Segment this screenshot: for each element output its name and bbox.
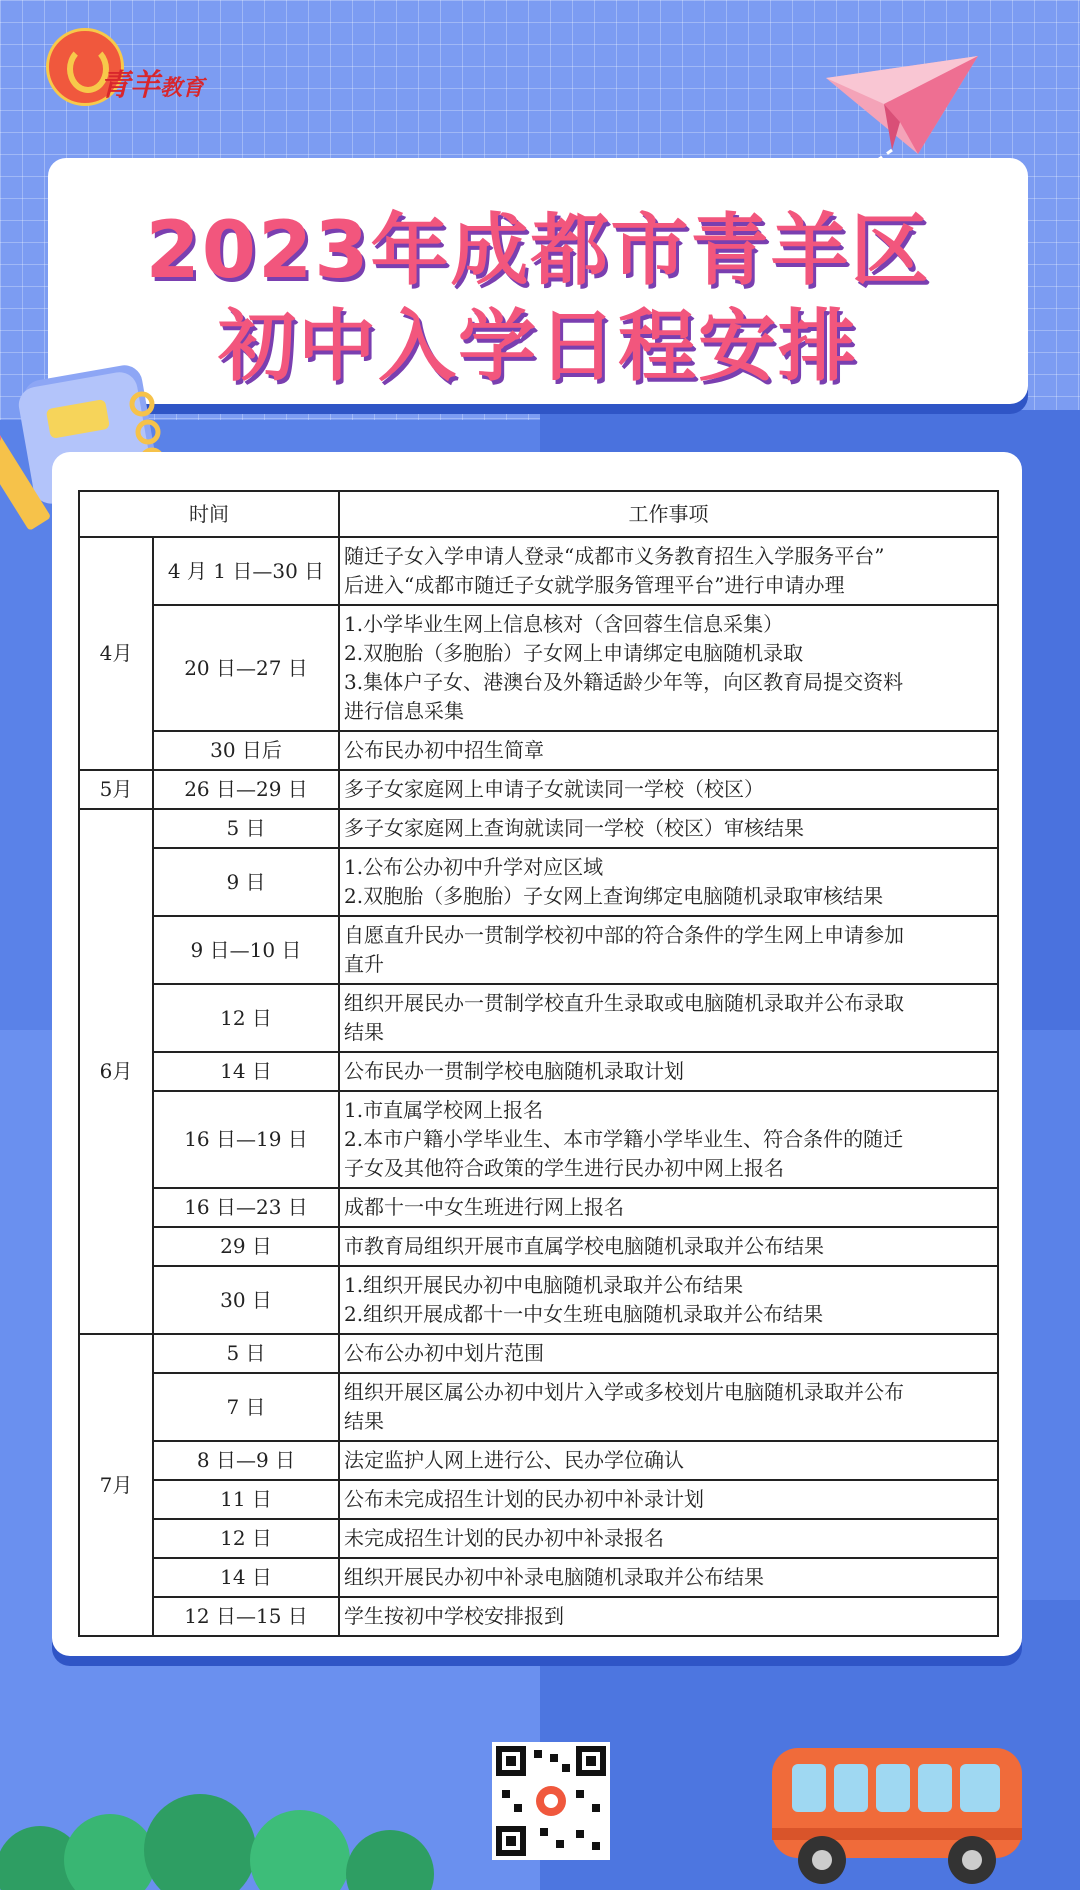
table-row: [79, 1519, 998, 1558]
item-cell: [339, 1373, 998, 1441]
schedule-table: [78, 490, 999, 1637]
item-cell: [339, 1266, 998, 1334]
item-line: 组织开展民办一贯制学校直升生录取或电脑随机录取并公布录取: [344, 991, 904, 1015]
table-row: [79, 537, 998, 605]
bush-icon: [0, 1790, 470, 1890]
date-cell: 8 日—9 日: [153, 1441, 339, 1480]
item-cell: [339, 809, 998, 848]
item-line: 3.集体户子女、港澳台及外籍适龄少年等，向区教育局提交资料: [344, 670, 904, 694]
date-cell: 16 日—19 日: [153, 1091, 339, 1188]
date-cell: 30 日: [153, 1266, 339, 1334]
schedule-body: [79, 537, 998, 1636]
item-line: 1.小学毕业生网上信息核对（含回蓉生信息采集）: [344, 612, 784, 636]
table-row: [79, 1091, 998, 1188]
bus-icon: [752, 1738, 1042, 1890]
item-cell: [339, 770, 998, 809]
table-row: [79, 1052, 998, 1091]
item-cell: [339, 848, 998, 916]
table-row: [79, 1334, 998, 1373]
item-cell: [339, 1091, 998, 1188]
item-cell: [339, 1052, 998, 1091]
item-cell: [339, 731, 998, 770]
item-line: 公布公办初中划片范围: [344, 1341, 544, 1365]
item-line: 学生按初中学校安排报到: [344, 1604, 564, 1628]
item-line: 2.双胞胎（多胞胎）子女网上查询绑定电脑随机录取审核结果: [344, 884, 884, 908]
date-cell: 14 日: [153, 1558, 339, 1597]
brand-logo: [42, 24, 212, 124]
item-cell: [339, 537, 998, 605]
table-row: [79, 848, 998, 916]
item-line: 直升: [344, 952, 384, 976]
page-title-line2: 初中入学日程安排: [217, 302, 858, 392]
item-line: 自愿直升民办一贯制学校初中部的符合条件的学生网上申请参加: [344, 923, 904, 947]
table-row: [79, 916, 998, 984]
date-cell: 5 日: [153, 809, 339, 848]
date-cell: 29 日: [153, 1227, 339, 1266]
table-row: [79, 1227, 998, 1266]
table-header-row: [79, 491, 998, 537]
item-line: 进行信息采集: [344, 699, 464, 723]
page-title-line1: 2023年成都市青羊区: [145, 206, 931, 296]
item-cell: [339, 916, 998, 984]
item-line: 1.组织开展民办初中电脑随机录取并公布结果: [344, 1273, 744, 1297]
date-cell: 5 日: [153, 1334, 339, 1373]
item-line: 子女及其他符合政策的学生进行民办初中网上报名: [344, 1156, 784, 1180]
month-cell: 6月: [79, 809, 153, 1334]
item-line: 成都十一中女生班进行网上报名: [344, 1195, 624, 1219]
date-cell: 7 日: [153, 1373, 339, 1441]
item-line: 未完成招生计划的民办初中补录报名: [344, 1526, 664, 1550]
header-time: 时间: [79, 491, 339, 537]
item-cell: [339, 984, 998, 1052]
title-card: [48, 158, 1028, 404]
date-cell: 9 日: [153, 848, 339, 916]
item-cell: [339, 1558, 998, 1597]
item-line: 组织开展民办初中补录电脑随机录取并公布结果: [344, 1565, 764, 1589]
table-row: [79, 1373, 998, 1441]
item-cell: [339, 605, 998, 731]
item-cell: [339, 1480, 998, 1519]
item-line: 随迁子女入学申请人登录“成都市义务教育招生入学服务平台”: [344, 544, 885, 568]
date-cell: 9 日—10 日: [153, 916, 339, 984]
month-cell: 5月: [79, 770, 153, 809]
item-cell: [339, 1227, 998, 1266]
date-cell: 12 日: [153, 984, 339, 1052]
table-row: [79, 605, 998, 731]
date-cell: 16 日—23 日: [153, 1188, 339, 1227]
item-cell: [339, 1519, 998, 1558]
table-row: [79, 1558, 998, 1597]
date-cell: 14 日: [153, 1052, 339, 1091]
item-line: 1.公布公办初中升学对应区域: [344, 855, 604, 879]
item-line: 法定监护人网上进行公、民办学位确认: [344, 1448, 684, 1472]
item-line: 2.双胞胎（多胞胎）子女网上申请绑定电脑随机录取: [344, 641, 804, 665]
header-items: 工作事项: [339, 491, 998, 537]
date-cell: 30 日后: [153, 731, 339, 770]
item-line: 后进入“成都市随迁子女就学服务管理平台”进行申请办理: [344, 573, 845, 597]
item-line: 公布民办一贯制学校电脑随机录取计划: [344, 1059, 684, 1083]
date-cell: 20 日—27 日: [153, 605, 339, 731]
item-line: 结果: [344, 1020, 384, 1044]
table-row: [79, 1597, 998, 1636]
item-line: 多子女家庭网上申请子女就读同一学校（校区）: [344, 777, 764, 801]
date-cell: 12 日: [153, 1519, 339, 1558]
month-cell: 4月: [79, 537, 153, 770]
item-line: 多子女家庭网上查询就读同一学校（校区）审核结果: [344, 816, 804, 840]
item-line: 公布未完成招生计划的民办初中补录计划: [344, 1487, 704, 1511]
date-cell: 11 日: [153, 1480, 339, 1519]
table-row: [79, 1441, 998, 1480]
qr-code-icon: [492, 1742, 610, 1860]
item-cell: [339, 1334, 998, 1373]
item-cell: [339, 1441, 998, 1480]
date-cell: 26 日—29 日: [153, 770, 339, 809]
item-cell: [339, 1188, 998, 1227]
table-row: [79, 731, 998, 770]
schedule-card: [52, 452, 1022, 1656]
month-cell: 7月: [79, 1334, 153, 1636]
item-line: 市教育局组织开展市直属学校电脑随机录取并公布结果: [344, 1234, 824, 1258]
table-row: [79, 984, 998, 1052]
item-cell: [339, 1597, 998, 1636]
item-line: 2.本市户籍小学毕业生、本市学籍小学毕业生、符合条件的随迁: [344, 1127, 904, 1151]
item-line: 组织开展区属公办初中划片入学或多校划片电脑随机录取并公布: [344, 1380, 904, 1404]
table-row: [79, 1266, 998, 1334]
table-row: [79, 1188, 998, 1227]
item-line: 1.市直属学校网上报名: [344, 1098, 544, 1122]
date-cell: 12 日—15 日: [153, 1597, 339, 1636]
item-line: 公布民办初中招生简章: [344, 738, 544, 762]
table-row: [79, 809, 998, 848]
logo-text-main: 青羊: [100, 68, 160, 103]
date-cell: 4 月 1 日—30 日: [153, 537, 339, 605]
logo-text-sub: 教育: [160, 75, 205, 101]
item-line: 2.组织开展成都十一中女生班电脑随机录取并公布结果: [344, 1302, 824, 1326]
table-row: [79, 770, 998, 809]
table-row: [79, 1480, 998, 1519]
item-line: 结果: [344, 1409, 384, 1433]
